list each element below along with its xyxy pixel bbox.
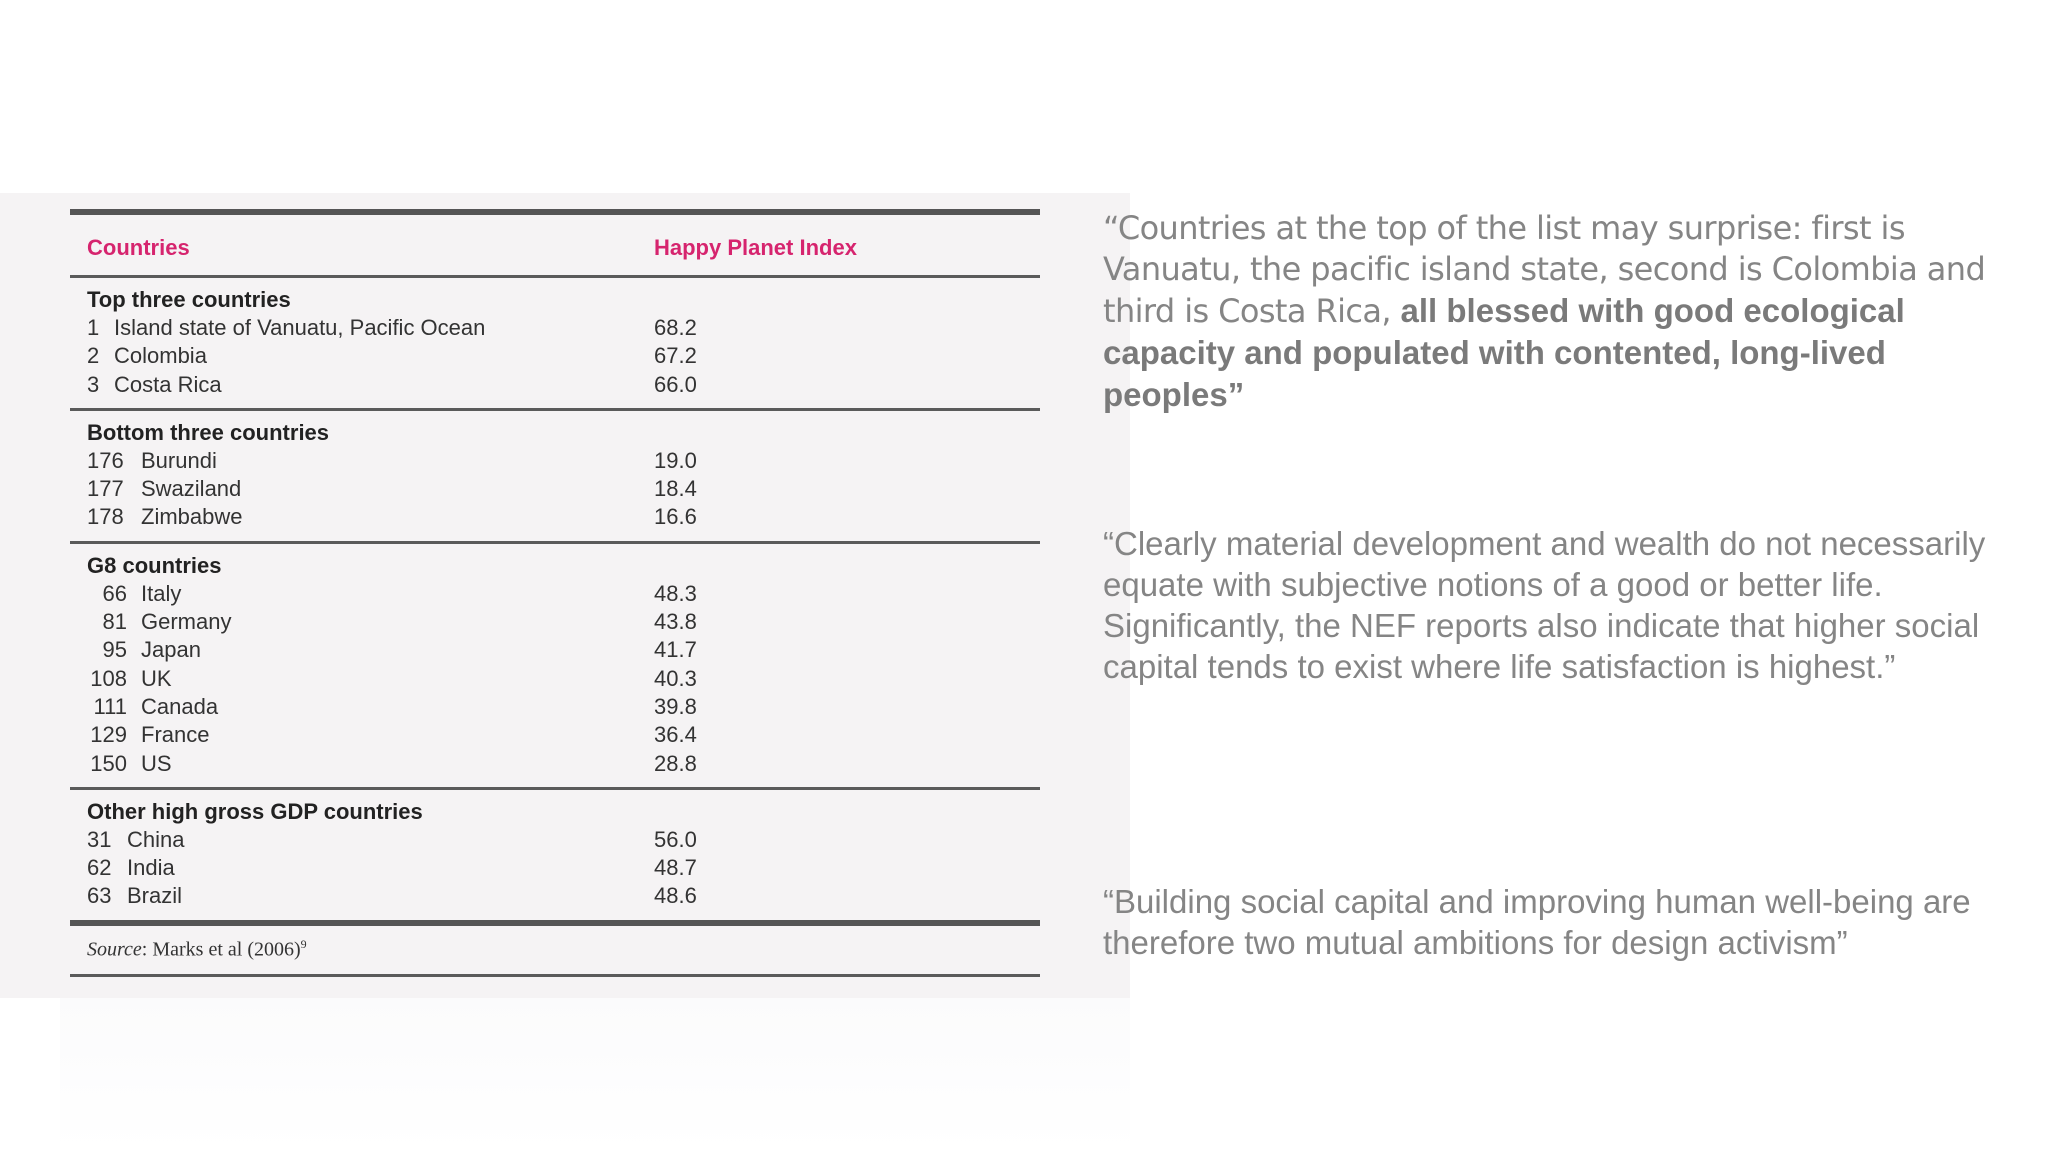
row-value: 48.3 <box>654 580 697 606</box>
table-row <box>70 447 1040 475</box>
row-value: 56.0 <box>654 826 697 852</box>
happy-planet-index-table <box>70 209 1040 977</box>
quote-material-development: “Clearly material development and wealth do not necessarily equate with subjective notions of a good or better life. Significantly, the NEF reports also indicate that higher social capital tends to exist where life satisfaction is highest.” <box>1103 525 1986 685</box>
table-header-row <box>70 215 1040 275</box>
row-rank: 129 <box>90 722 127 748</box>
table-image-fade <box>60 998 1130 1152</box>
table-group-bottom-three <box>70 411 1040 541</box>
table-row <box>70 826 1040 854</box>
table-row <box>70 750 1040 778</box>
row-rank: 150 <box>90 750 127 776</box>
table-row <box>70 665 1040 693</box>
row-value: 48.7 <box>654 855 697 881</box>
row-rank: 3 <box>87 371 100 397</box>
row-country: Brazil <box>127 883 183 909</box>
row-country: Costa Rica <box>114 371 222 397</box>
row-value: 67.2 <box>654 343 697 369</box>
table-row <box>70 314 1040 342</box>
row-rank: 63 <box>87 883 112 909</box>
row-country: Germany <box>141 609 232 635</box>
group-title: Bottom three countries <box>87 419 330 445</box>
row-rank: 66 <box>102 580 127 606</box>
table-row <box>70 580 1040 608</box>
table-row <box>70 503 1040 531</box>
row-rank: 178 <box>87 504 124 530</box>
row-rank: 176 <box>87 447 124 473</box>
quote-social-capital: “Building social capital and improving human well-being are therefore two mutual ambitions for design activism” <box>1103 883 1971 961</box>
row-value: 36.4 <box>654 722 697 748</box>
quote-plain-text: “Countries at the top of the list may surprise: first is Vanuatu, the pacific island state, second is Colombia and third is Costa Rica, <box>1103 209 1986 330</box>
table-row <box>70 342 1040 370</box>
row-country: US <box>141 750 172 776</box>
row-country: Japan <box>141 637 201 663</box>
row-country: India <box>127 855 175 881</box>
row-value: 28.8 <box>654 750 697 776</box>
row-country: Swaziland <box>141 476 242 502</box>
table-group-top-three <box>70 278 1040 408</box>
row-value: 48.6 <box>654 883 697 909</box>
row-value: 43.8 <box>654 609 697 635</box>
table-row <box>70 882 1040 910</box>
row-value: 66.0 <box>654 371 697 397</box>
table-group-g8 <box>70 544 1040 787</box>
row-value: 16.6 <box>654 504 697 530</box>
table-source <box>70 926 1040 974</box>
row-value: 40.3 <box>654 665 697 691</box>
source-footnote: 9 <box>300 936 307 951</box>
row-country: Colombia <box>114 343 207 369</box>
row-country: China <box>127 826 185 852</box>
row-country: Canada <box>141 693 219 719</box>
table-row <box>70 636 1040 664</box>
row-rank: 108 <box>90 665 127 691</box>
table-row <box>70 371 1040 399</box>
row-rank: 62 <box>87 855 112 881</box>
source-text: : Marks et al (2006) <box>141 938 301 961</box>
quote-vanuatu <box>1103 208 2023 416</box>
row-country: Burundi <box>141 447 217 473</box>
row-country: Zimbabwe <box>141 504 243 530</box>
column-header-countries: Countries <box>87 235 190 260</box>
group-title: Other high gross GDP countries <box>87 798 423 824</box>
table-row <box>70 693 1040 721</box>
table-row <box>70 608 1040 636</box>
row-rank: 31 <box>87 826 112 852</box>
row-value: 68.2 <box>654 315 697 340</box>
table-row <box>70 854 1040 882</box>
row-country: France <box>141 722 210 748</box>
table-bottom-rule <box>70 974 1040 977</box>
column-header-hpi: Happy Planet Index <box>654 235 857 260</box>
table-row <box>70 721 1040 749</box>
row-rank: 81 <box>102 609 127 635</box>
quote-bold-text: all blessed with good ecological capacity and populated with contented, long-lived peoples” <box>1103 292 1905 413</box>
row-rank: 95 <box>102 637 127 663</box>
row-value: 19.0 <box>654 447 697 473</box>
row-value: 18.4 <box>654 476 697 502</box>
source-label: Source <box>87 938 142 961</box>
row-rank: 177 <box>87 476 124 502</box>
row-rank: 1 <box>87 315 100 340</box>
table-row <box>70 475 1040 503</box>
row-value: 41.7 <box>654 637 697 663</box>
row-country: Italy <box>141 580 182 606</box>
group-title: G8 countries <box>87 552 222 578</box>
source-citation <box>87 937 307 962</box>
row-country: UK <box>141 665 172 691</box>
row-country: Island state of Vanuatu, Pacific Ocean <box>114 315 486 340</box>
row-rank: 111 <box>93 693 127 719</box>
table-group-other-gdp <box>70 790 1040 920</box>
row-rank: 2 <box>87 343 100 369</box>
group-title: Top three countries <box>87 287 291 312</box>
row-value: 39.8 <box>654 693 697 719</box>
